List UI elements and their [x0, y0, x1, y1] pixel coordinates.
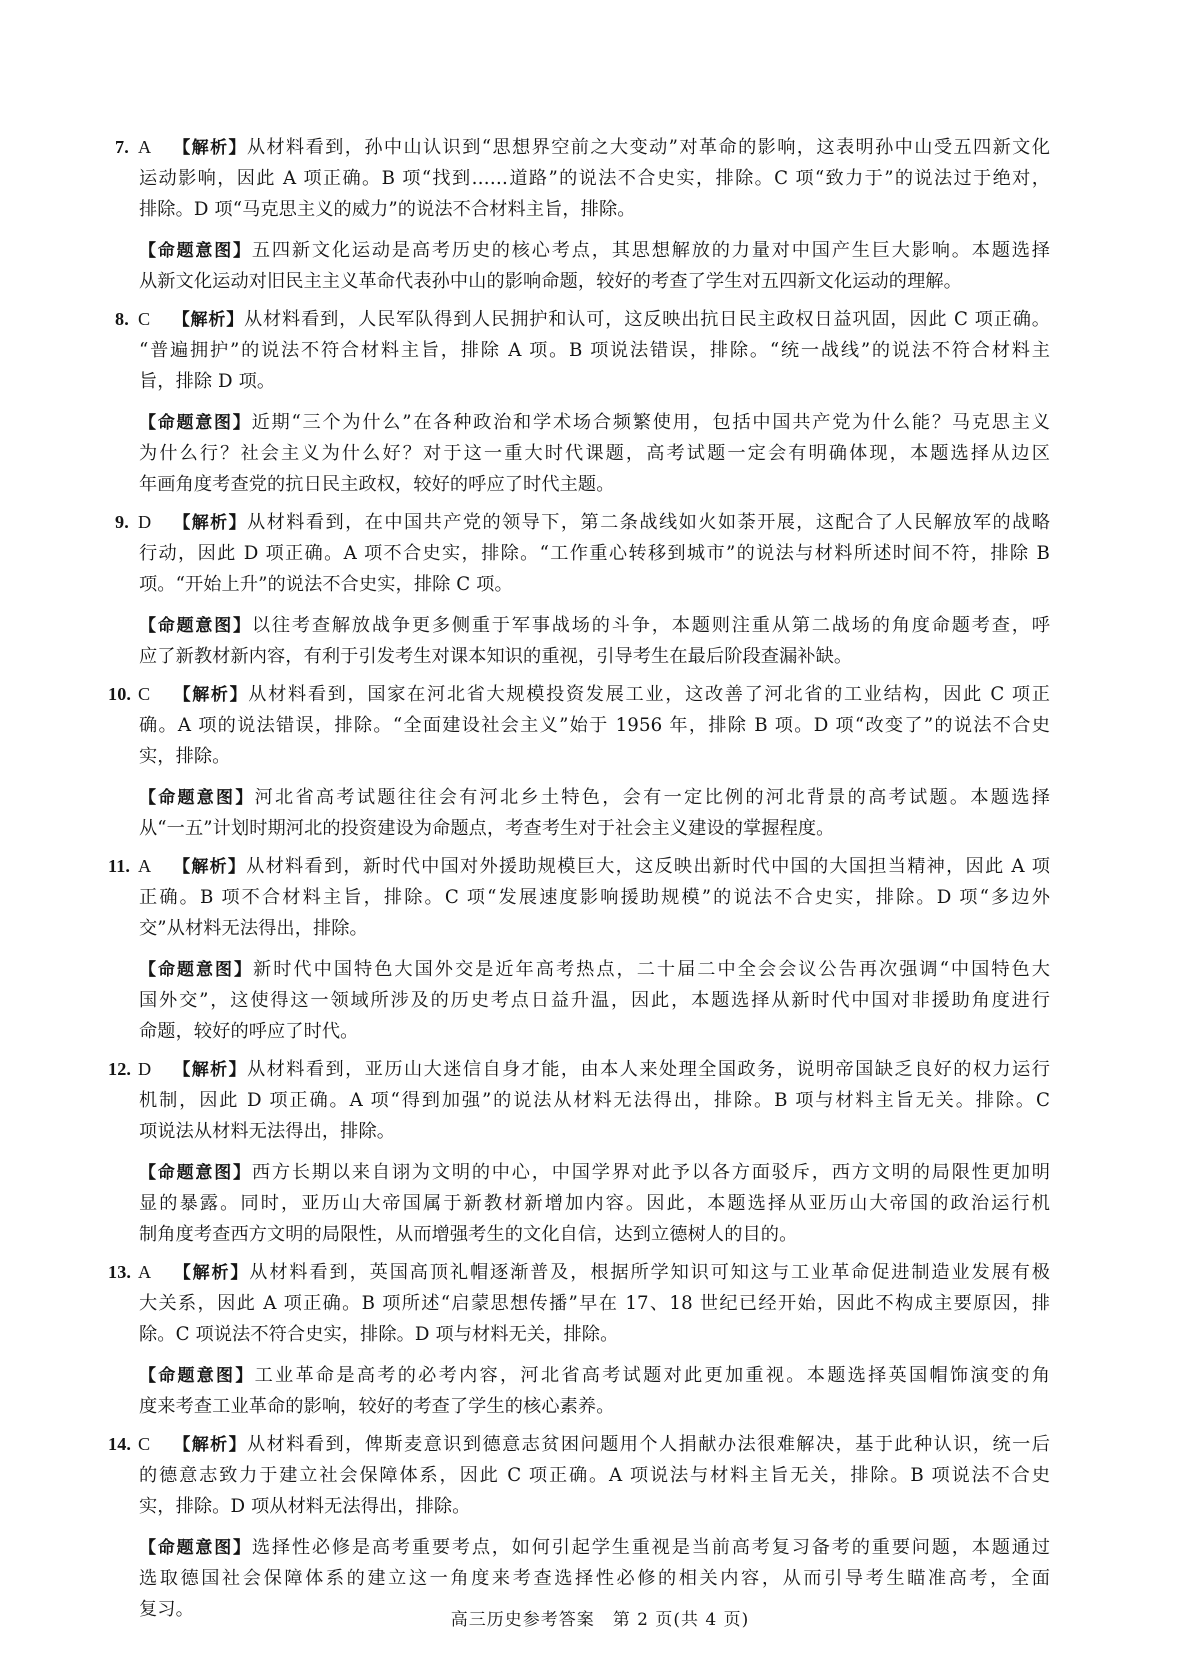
analysis-line: [124, 741, 1050, 772]
analysis-tag: 【解析】: [172, 685, 249, 705]
analysis-line: [124, 194, 1050, 225]
intent-text: 从“一五”计划时期河北的投资建设为命题点，考查考生对于社会主义建设的掌握程度。: [139, 818, 835, 839]
analysis-line: [108, 851, 1050, 882]
analysis-text: 确。A 项的说法错误，排除。“全面建设社会主义”始于 1956 年，排除 B 项。D 项“改变了”的说法不合史: [139, 715, 1050, 736]
question-number: 10.: [108, 684, 132, 704]
analysis-tag: 【解析】: [172, 857, 247, 877]
answer-item: [108, 1054, 1050, 1250]
analysis-line: [124, 335, 1050, 366]
intent-text: 复习。: [139, 1599, 194, 1620]
intent-text: 选取德国社会保障体系的建立这一角度来考查选择性必修的相关内容，从而引导考生瞄准高考，全面: [139, 1568, 1050, 1589]
intent-text: 从新文化运动对旧民主主义革命代表孙中山的影响命题，较好的考查了学生对五四新文化运动的理解。: [139, 271, 962, 292]
analysis-tag: 【解析】: [172, 1060, 248, 1080]
answer-item: [108, 679, 1050, 844]
question-number: 7.: [115, 137, 129, 157]
analysis-line: [124, 538, 1050, 569]
analysis-text: 的德意志致力于建立社会保障体系，因此 C 项正确。A 项说法与材料主旨无关，排除。B 项说法不合史: [139, 1465, 1050, 1486]
intent-text: 度来考查工业革命的影响，较好的考查了学生的核心素养。: [139, 1396, 615, 1417]
analysis-line: [108, 1429, 1050, 1460]
intent-line: [139, 438, 1050, 469]
answer-item: [108, 1429, 1050, 1625]
intent-block: [124, 1157, 1050, 1250]
intent-line: [139, 782, 1050, 813]
intent-text: 五四新文化运动是高考历史的核心考点，其思想解放的力量对中国产生巨大影响。本题选择: [251, 240, 1050, 261]
intent-line: [139, 235, 1050, 266]
analysis-line: [115, 507, 1050, 538]
analysis-line: [124, 913, 1050, 944]
analysis-tag: 【解析】: [172, 310, 245, 330]
analysis-text: 交”从材料无法得出，排除。: [139, 918, 368, 939]
analysis-line: [124, 1116, 1050, 1147]
intent-line: [139, 266, 1050, 297]
intent-text: 国外交”，这使得这一领域所涉及的历史考点日益升温，因此，本题选择从新时代中国对非援助角度进行: [139, 990, 1050, 1011]
intent-block: [124, 610, 1050, 672]
intent-line: [139, 1391, 1050, 1422]
analysis-tag: 【解析】: [172, 513, 248, 533]
analysis-tag: 【解析】: [172, 1435, 248, 1455]
analysis-line: [124, 1460, 1050, 1491]
question-number: 11.: [108, 856, 131, 876]
intent-line: [139, 641, 1050, 672]
intent-block: [124, 407, 1050, 500]
intent-text: 选择性必修是高考重要考点，如何引起学生重视是当前高考复习备考的重要问题，本题通过: [251, 1537, 1050, 1558]
intent-tag: 【命题意图】: [139, 1538, 252, 1558]
analysis-text: 实，排除。: [139, 746, 231, 767]
intent-tag: 【命题意图】: [139, 413, 252, 433]
analysis-line: [124, 569, 1050, 600]
answer-item: [115, 304, 1050, 500]
intent-line: [139, 954, 1050, 985]
intent-text: 工业革命是高考的必考内容，河北省高考试题对此更加重视。本题选择英国帽饰演变的角: [254, 1365, 1050, 1386]
analysis-text: 大关系，因此 A 项正确。B 项所述“启蒙思想传播”早在 17、18 世纪已经开始，因此不构成主要原因，排: [139, 1293, 1050, 1314]
answer-choice: D: [138, 1059, 152, 1079]
answer-list: [108, 132, 1051, 1632]
intent-line: [139, 1532, 1050, 1563]
analysis-tag: 【解析】: [172, 1263, 250, 1283]
answer-item: [108, 851, 1050, 1047]
intent-text: 以往考查解放战争更多侧重于军事战场的斗争，本题则注重从第二战场的角度命题考查，呼: [251, 615, 1050, 636]
analysis-text: 实，排除。D 项从材料无法得出，排除。: [139, 1496, 471, 1517]
intent-text: 显的暴露。同时，亚历山大帝国属于新教材新增加内容。因此，本题选择从亚历山大帝国的政治运行机: [139, 1193, 1050, 1214]
intent-line: [139, 1157, 1050, 1188]
intent-text: 制角度考查西方文明的局限性，从而增强考生的文化自信，达到立德树人的目的。: [139, 1224, 798, 1245]
analysis-line: [124, 1288, 1050, 1319]
intent-block: [124, 1360, 1050, 1422]
intent-tag: 【命题意图】: [139, 1163, 252, 1183]
analysis-line: [124, 366, 1050, 397]
answer-choice: A: [138, 1262, 152, 1282]
analysis-tag: 【解析】: [172, 138, 247, 158]
analysis-line: [124, 882, 1050, 913]
analysis-line: [124, 710, 1050, 741]
analysis-text: 从材料看到，在中国共产党的领导下，第二条战线如火如荼开展，这配合了人民解放军的战略: [247, 512, 1050, 533]
answer-choice: D: [138, 512, 152, 532]
intent-line: [139, 469, 1050, 500]
intent-block: [124, 782, 1050, 844]
intent-text: 新时代中国特色大国外交是近年高考热点，二十届二中全会会议公告再次强调“中国特色大: [253, 959, 1050, 980]
analysis-line: [115, 304, 1050, 335]
analysis-text: 从材料看到，亚历山大迷信自身才能，由本人来处理全国政务，说明帝国缺乏良好的权力运行: [247, 1059, 1050, 1080]
analysis-line: [124, 1319, 1050, 1350]
intent-line: [139, 985, 1050, 1016]
answer-choice: A: [138, 856, 152, 876]
intent-line: [139, 407, 1050, 438]
intent-text: 命题，较好的呼应了时代。: [139, 1021, 359, 1042]
intent-text: 西方长期以来自诩为文明的中心，中国学界对此予以各方面驳斥，西方文明的局限性更加明: [251, 1162, 1050, 1183]
intent-line: [139, 1188, 1050, 1219]
analysis-text: 机制，因此 D 项正确。A 项“得到加强”的说法从材料无法得出，排除。B 项与材料主旨无关。排除。C: [139, 1090, 1050, 1111]
page-footer: 高三历史参考答案 第 2 页(共 4 页): [450, 1610, 750, 1630]
analysis-text: 排除。D 项“马克思主义的威力”的说法不合材料主旨，排除。: [139, 199, 636, 220]
intent-text: 河北省高考试题往往会有河北乡土特色，会有一定比例的河北背景的高考试题。本题选择: [254, 787, 1050, 808]
intent-line: [139, 1016, 1050, 1047]
intent-line: [139, 1219, 1050, 1250]
analysis-text: 从材料看到，国家在河北省大规模投资发展工业，这改善了河北省的工业结构，因此 C 项正: [248, 684, 1050, 705]
intent-block: [124, 954, 1050, 1047]
question-number: 14.: [108, 1434, 132, 1454]
answer-item: [108, 1257, 1050, 1422]
analysis-text: 从材料看到，孙中山认识到“思想界空前之大变动”对革命的影响，这表明孙中山受五四新文化: [246, 137, 1051, 158]
analysis-line: [124, 1085, 1050, 1116]
analysis-text: 旨，排除 D 项。: [139, 371, 276, 392]
intent-line: [139, 813, 1050, 844]
question-number: 8.: [115, 309, 129, 329]
intent-line: [139, 1360, 1050, 1391]
analysis-text: 正确。B 项不合材料主旨，排除。C 项“发展速度影响援助规模”的说法不合史实，排除。D 项“多边外: [139, 887, 1050, 908]
intent-text: 应了新教材新内容，有利于引发考生对课本知识的重视，引导考生在最后阶段查漏补缺。: [139, 646, 853, 667]
answer-choice: C: [138, 309, 151, 329]
answer-item: [115, 507, 1050, 672]
question-number: 9.: [115, 512, 129, 532]
analysis-line: [108, 1257, 1050, 1288]
analysis-text: 除。C 项说法不符合史实，排除。D 项与材料无关，排除。: [139, 1324, 619, 1345]
question-number: 13.: [108, 1262, 132, 1282]
intent-text: 年画角度考查党的抗日民主政权，较好的呼应了时代主题。: [139, 474, 615, 495]
analysis-line: [108, 1054, 1050, 1085]
analysis-text: 从材料看到，俾斯麦意识到德意志贫困问题用个人捐献办法很难解决，基于此种认识，统一后: [247, 1434, 1050, 1455]
analysis-line: [124, 163, 1050, 194]
answer-item: [115, 132, 1051, 297]
analysis-text: 行动，因此 D 项正确。A 项不合史实，排除。“工作重心转移到城市”的说法与材料所述时间不符，排除 B: [139, 543, 1050, 564]
analysis-text: 运动影响，因此 A 项正确。B 项“找到……道路”的说法不合史实，排除。C 项“致力于”的说法过于绝对，: [139, 168, 1050, 189]
intent-block: [124, 235, 1050, 297]
intent-tag: 【命题意图】: [139, 960, 254, 980]
analysis-line: [124, 1491, 1050, 1522]
intent-text: 为什么行？社会主义为什么好？对于这一重大时代课题，高考试题一定会有明确体现，本题选择从边区: [139, 443, 1050, 464]
intent-tag: 【命题意图】: [139, 616, 252, 636]
analysis-line: [115, 132, 1051, 163]
answer-choice: C: [138, 684, 151, 704]
intent-tag: 【命题意图】: [139, 1366, 255, 1386]
analysis-text: 项。“开始上升”的说法不合史实，排除 C 项。: [139, 574, 513, 595]
analysis-text: 从材料看到，人民军队得到人民拥护和认可，这反映出抗日民主政权日益巩固，因此 C 项正确。: [244, 309, 1050, 330]
analysis-text: 从材料看到，英国高顶礼帽逐渐普及，根据所学知识可知这与工业革命促进制造业发展有极: [249, 1262, 1050, 1283]
answer-choice: C: [138, 1434, 151, 1454]
intent-line: [139, 1563, 1050, 1594]
intent-tag: 【命题意图】: [139, 241, 252, 261]
analysis-text: 从材料看到，新时代中国对外援助规模巨大，这反映出新时代中国的大国担当精神，因此 A 项: [246, 856, 1050, 877]
analysis-text: “普遍拥护”的说法不符合材料主旨，排除 A 项。B 项说法错误，排除。“统一战线”的说法不符合材料主: [139, 340, 1050, 361]
intent-text: 近期“三个为什么”在各种政治和学术场合频繁使用，包括中国共产党为什么能？马克思主义: [251, 412, 1050, 433]
question-number: 12.: [108, 1059, 132, 1079]
answer-choice: A: [138, 137, 152, 157]
intent-tag: 【命题意图】: [139, 788, 255, 808]
analysis-line: [108, 679, 1050, 710]
intent-line: [139, 610, 1050, 641]
analysis-text: 项说法从材料无法得出，排除。: [139, 1121, 396, 1142]
